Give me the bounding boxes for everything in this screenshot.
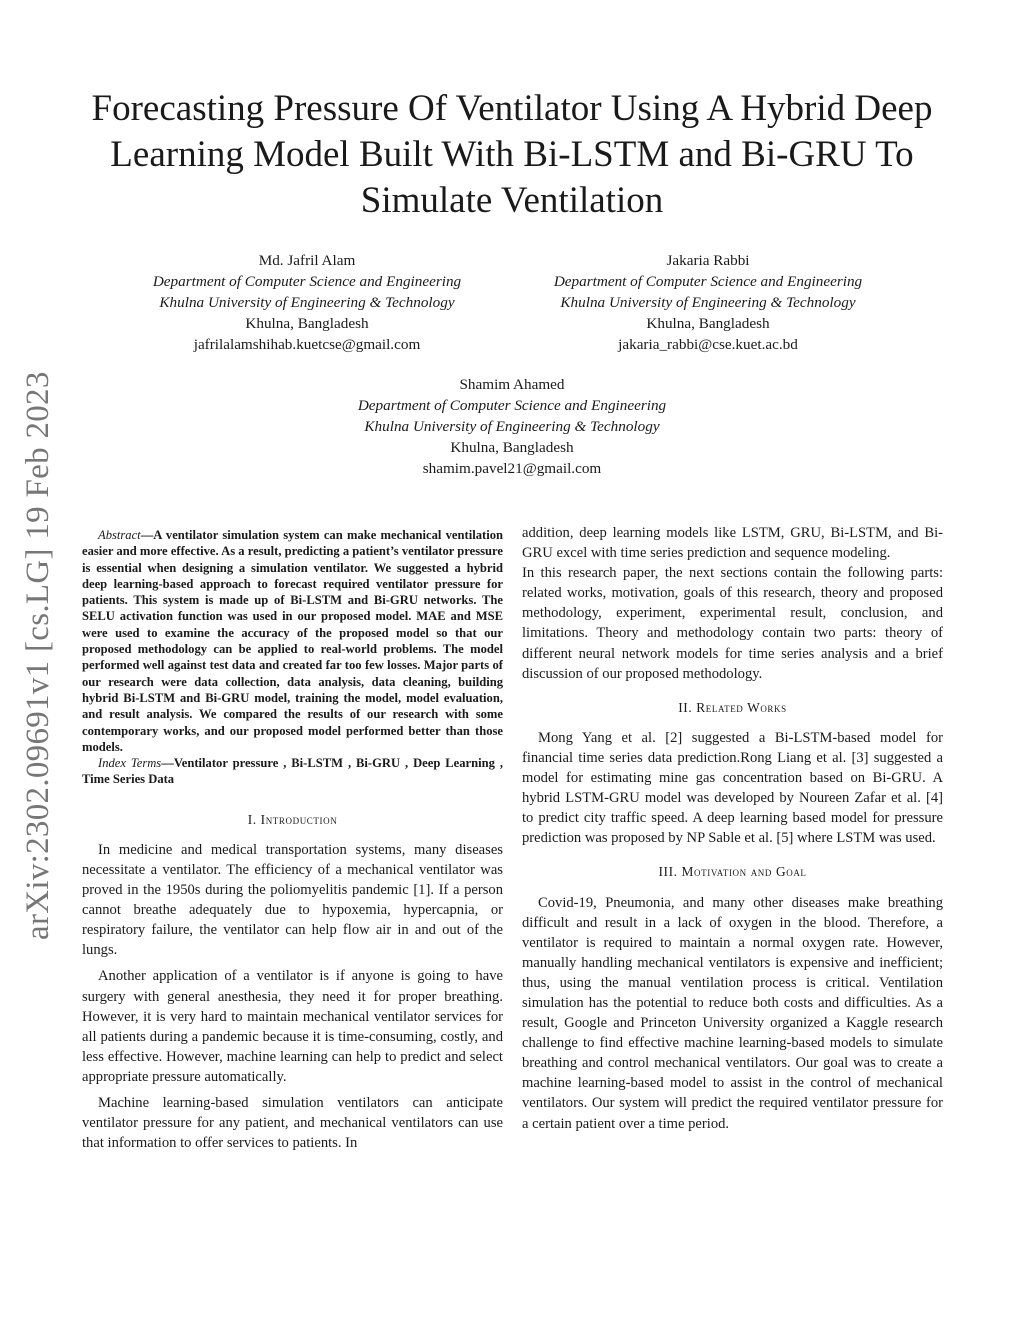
abstract <box>82 527 503 755</box>
author-block <box>508 250 908 355</box>
author-department: Department of Computer Science and Engineering <box>357 397 667 414</box>
section-heading-motivation: III. Motivation and Goal <box>658 864 807 880</box>
paper-title: Forecasting Pressure Of Ventilator Using A Hybrid Deep Learning Model Built With Bi-LSTM and Bi-GRU To Simulate Ventilation <box>91 88 933 221</box>
paragraph: Machine learning-based simulation ventilators can anticipate ventilator pressure for any patient, and mechanical ventilators can use that information to offer services to patients. In <box>82 1094 503 1152</box>
paragraph: In this research paper, the next sections contain the following parts: related works, motivation, goals of this research, theory and proposed methodology, experiment, experimental result, conclusion, and limitations. Theory and methodology contain two parts: theory of different neural network models for time series analysis and a brief discussion of our proposed methodology. <box>522 565 943 682</box>
author-university: Khulna University of Engineering & Technology <box>364 418 660 435</box>
author-location: Khulna, Bangladesh <box>646 315 770 332</box>
arxiv-identifier: arXiv:2302.09691v1 [cs.LG] 19 Feb 2023 <box>20 371 56 940</box>
paragraph: Covid-19, Pneumonia, and many other diseases make breathing difficult and result in a lack of oxygen in the blood. Therefore, a ventilator is required to maintain a normal oxygen rate. However, manually handling mechanical ventilators is expensive and inefficient; thus, using the manual ventilation process is critical. Ventilation simulation has the potential to reduce both costs and difficulties. As a result, Google and Princeton University organized a Kaggle research challenge to find effective machine learning-based models to simulate breathing and control mechanical ventilators. Our goal was to create a machine learning-based model to assist in the control of mechanical ventilators. Our system will predict the required ventilator pressure for a certain patient over a time period. <box>522 894 943 1132</box>
author-name: Md. Jafril Alam <box>258 252 356 269</box>
author-department: Department of Computer Science and Engineering <box>152 273 462 290</box>
section-heading-introduction: I. Introduction <box>247 811 338 827</box>
author-email: shamim.pavel21@gmail.com <box>422 460 602 477</box>
author-name: Shamim Ahamed <box>459 376 565 393</box>
author-block <box>312 374 712 479</box>
abstract-text: —A ventilator simulation system can make mechanical ventilation easier and more effective. As a result, predicting a patient’s ventilator pressure is essential when designing a simulation ventilator. We suggested a hybrid deep learning-based approach to forecast required ventilator pressure for patients. This system is made up of Bi-LSTM and Bi-GRU networks. The SELU activation function was used in our proposed model. MAE and MSE were used to examine the accuracy of the proposed model so that our proposed methodology can be applied to real-world problems. The model performed well against test data and created far too few losses. Major parts of our research were data collection, data analysis, data cleaning, building hybrid Bi-LSTM and Bi-GRU model, training the model, model evaluation, and result analysis. We compared the results of our research with some contemporary works, and our proposed model performed better than those models. <box>82 528 503 754</box>
author-location: Khulna, Bangladesh <box>450 439 574 456</box>
index-terms <box>82 755 503 788</box>
paragraph: Mong Yang et al. [2] suggested a Bi-LSTM-based model for financial time series data prediction.Rong Liang et al. [3] suggested a model for estimating mine gas concentration based on Bi-GRU. A hybrid LSTM-GRU model was developed by Noureen Zafar et al. [4] to predict city traffic speed. A deep learning based model for pressure prediction was proposed by NP Sable et al. [5] where LSTM was used. <box>522 729 943 847</box>
author-name: Jakaria Rabbi <box>666 252 750 269</box>
index-terms-text: —Ventilator pressure , Bi-LSTM , Bi-GRU , Deep Learning , Time Series Data <box>82 756 503 787</box>
index-terms-label: Index Terms <box>98 756 162 771</box>
author-university: Khulna University of Engineering & Technology <box>159 294 455 311</box>
right-column <box>522 523 943 1140</box>
paragraph-continuation: addition, deep learning models like LSTM, GRU, Bi-LSTM, and Bi-GRU excel with time series prediction and sequence modeling. <box>522 525 943 562</box>
paragraph: Another application of a ventilator is if anyone is going to have surgery with general anesthesia, they need it for proper breathing. However, it is very hard to maintain mechanical ventilator services for all patients during a pandemic because it is time-consuming, costly, and less effective. However, machine learning can help to predict and select appropriate pressure automatically. <box>82 968 503 1085</box>
left-column <box>82 527 503 1159</box>
author-block <box>107 250 507 355</box>
author-email: jafrilalamshihab.kuetcse@gmail.com <box>193 336 421 353</box>
section-heading-related-works: II. Related Works <box>678 699 787 715</box>
abstract-label: Abstract <box>98 528 141 542</box>
author-location: Khulna, Bangladesh <box>245 315 369 332</box>
author-department: Department of Computer Science and Engineering <box>553 273 863 290</box>
author-email: jakaria_rabbi@cse.kuet.ac.bd <box>618 336 798 353</box>
author-university: Khulna University of Engineering & Technology <box>560 294 856 311</box>
paragraph: In medicine and medical transportation systems, many diseases necessitate a ventilator. The efficiency of a mechanical ventilator was proved in the 1950s during the poliomyelitis pandemic [1]. If a person cannot breathe adequately due to hypoxemia, hypercapnia, or respiratory failure, the ventilator can help flow air in and out of the lungs. <box>82 841 503 959</box>
